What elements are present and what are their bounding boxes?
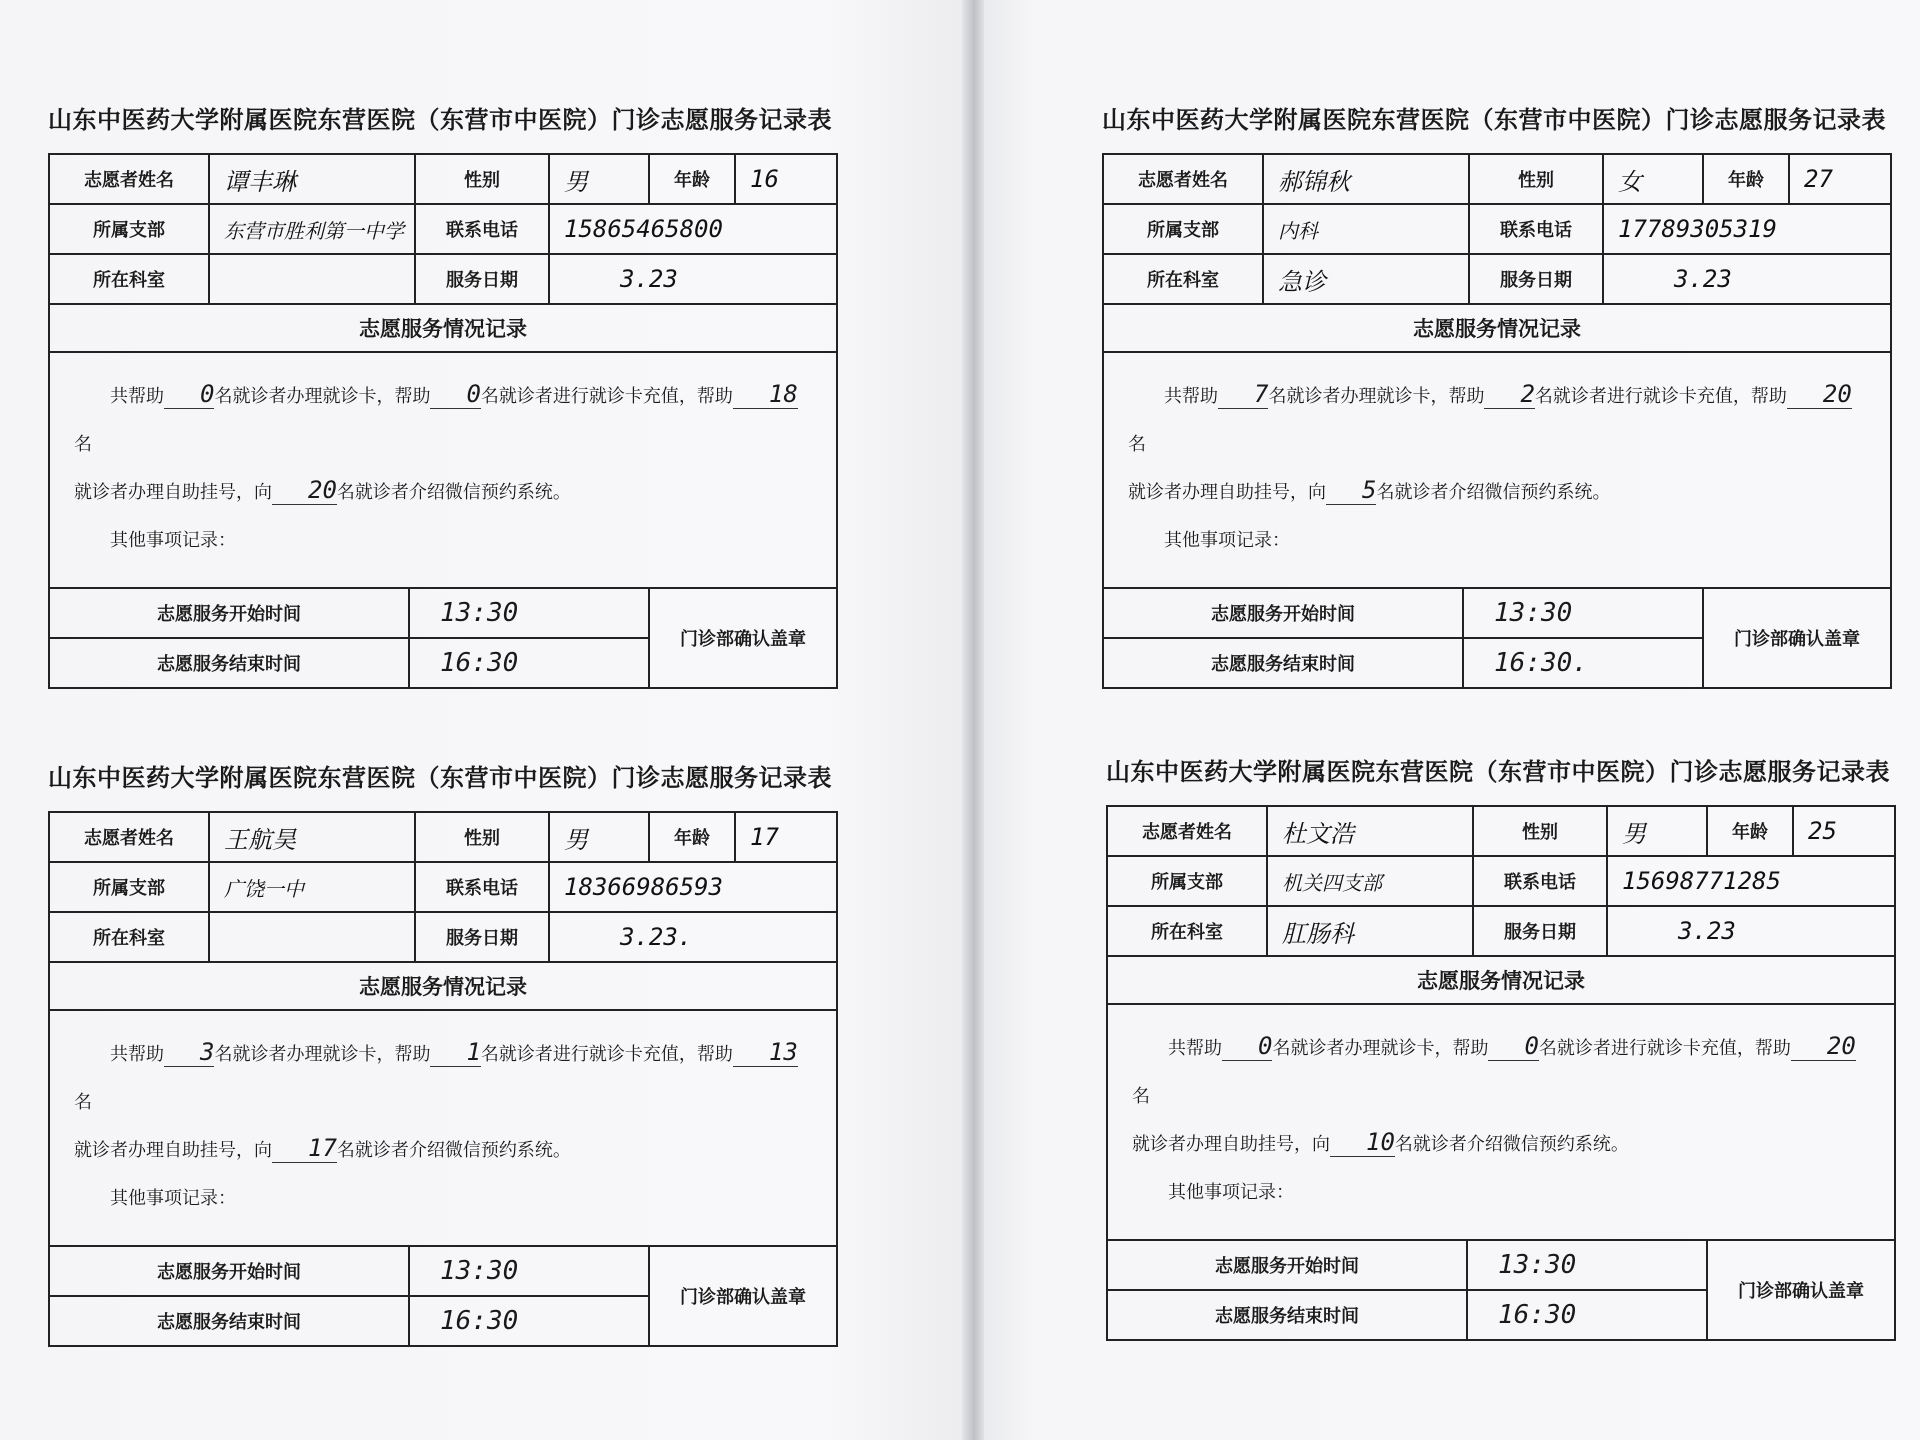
- row-name: [1104, 155, 1890, 205]
- field-branch[interactable]: 广饶一中: [210, 863, 416, 911]
- label-end-time: 志愿服务结束时间: [50, 1297, 410, 1345]
- label-date: 服务日期: [1474, 907, 1608, 955]
- start-time-row: [50, 1247, 648, 1297]
- field-branch[interactable]: 东营市胜利第一中学: [210, 205, 416, 253]
- count-self-register[interactable]: 20: [1787, 380, 1852, 409]
- text: 名就诊者介绍微信预约系统。: [336, 482, 571, 503]
- label-phone: 联系电话: [1470, 205, 1604, 253]
- text: 共帮助: [110, 1044, 164, 1065]
- count-card-recharge[interactable]: 2: [1484, 380, 1534, 409]
- form-table: [48, 153, 838, 689]
- text: 名就诊者介绍微信预约系统。: [1376, 482, 1611, 503]
- field-start-time[interactable]: 13:30: [1498, 1250, 1577, 1280]
- field-start-time[interactable]: 13:30: [1494, 598, 1573, 628]
- text: 就诊者办理自助挂号，向: [1132, 1134, 1330, 1155]
- row-name: [50, 813, 836, 863]
- count-self-register[interactable]: 13: [733, 1038, 798, 1067]
- field-start-time[interactable]: 13:30: [440, 598, 519, 628]
- other-notes-label: 其他事项记录：: [1164, 530, 1290, 551]
- count-wechat-intro[interactable]: 20: [272, 476, 337, 505]
- section-heading: 志愿服务情况记录: [50, 963, 836, 1011]
- text: 名就诊者介绍微信预约系统。: [1394, 1134, 1629, 1155]
- section-heading: 志愿服务情况记录: [1108, 957, 1894, 1005]
- label-gender: 性别: [416, 813, 550, 861]
- end-time-row: [50, 1297, 648, 1345]
- count-card-recharge[interactable]: 0: [430, 380, 480, 409]
- label-branch: 所属支部: [50, 863, 210, 911]
- text: 名: [74, 1092, 92, 1113]
- field-date[interactable]: 3.23.: [620, 923, 693, 951]
- section-heading: 志愿服务情况记录: [1104, 305, 1890, 353]
- row-dept: [1108, 907, 1894, 957]
- stamp-area: 门诊部确认盖章: [1738, 1281, 1864, 1302]
- label-dept: 所在科室: [50, 913, 210, 961]
- stamp-area: 门诊部确认盖章: [680, 1287, 806, 1308]
- field-age[interactable]: 25: [1808, 817, 1837, 845]
- text: 名就诊者进行就诊卡充值，帮助: [1538, 1038, 1791, 1059]
- form-title: 山东中医药大学附属医院东营医院（东营市中医院）门诊志愿服务记录表: [48, 105, 832, 134]
- count-card-issued[interactable]: 0: [164, 380, 214, 409]
- label-phone: 联系电话: [416, 205, 550, 253]
- volunteer-record-form: [48, 758, 838, 1347]
- field-branch[interactable]: 内科: [1264, 205, 1470, 253]
- row-branch: [50, 205, 836, 255]
- field-end-time[interactable]: 16:30.: [1494, 648, 1588, 678]
- text: 名就诊者介绍微信预约系统。: [336, 1140, 571, 1161]
- label-name: 志愿者姓名: [50, 155, 210, 203]
- label-end-time: 志愿服务结束时间: [50, 639, 410, 687]
- text: 共帮助: [1164, 386, 1218, 407]
- count-self-register[interactable]: 20: [1791, 1032, 1856, 1061]
- field-date[interactable]: 3.23: [1674, 265, 1732, 293]
- time-block: [1108, 1241, 1894, 1339]
- label-age: 年龄: [1708, 807, 1794, 855]
- label-date: 服务日期: [1470, 255, 1604, 303]
- label-start-time: 志愿服务开始时间: [1108, 1241, 1468, 1289]
- time-rows: [1104, 589, 1704, 687]
- end-time-row: [1108, 1291, 1706, 1339]
- row-name: [50, 155, 836, 205]
- volunteer-record-form: [1106, 752, 1896, 1341]
- row-dept: [50, 913, 836, 963]
- form-table: [48, 811, 838, 1347]
- field-name[interactable]: 郝锦秋: [1264, 155, 1470, 203]
- form-table: [1102, 153, 1892, 689]
- text: 名: [74, 434, 92, 455]
- form-table: [1106, 805, 1896, 1341]
- label-date: 服务日期: [416, 913, 550, 961]
- count-wechat-intro[interactable]: 10: [1330, 1128, 1395, 1157]
- field-dept[interactable]: 急诊: [1264, 255, 1470, 303]
- field-date[interactable]: 3.23: [620, 265, 678, 293]
- stamp-area: 门诊部确认盖章: [1734, 629, 1860, 650]
- row-dept: [1104, 255, 1890, 305]
- field-end-time[interactable]: 16:30: [440, 1306, 519, 1336]
- row-name: [1108, 807, 1894, 857]
- service-sentence: [1128, 373, 1866, 517]
- label-branch: 所属支部: [50, 205, 210, 253]
- form-title: 山东中医药大学附属医院东营医院（东营市中医院）门诊志愿服务记录表: [48, 763, 832, 792]
- label-branch: 所属支部: [1104, 205, 1264, 253]
- other-notes-label: 其他事项记录：: [110, 1188, 236, 1209]
- field-gender[interactable]: 男: [550, 155, 650, 203]
- book-gutter: [962, 0, 984, 1440]
- text: 共帮助: [110, 386, 164, 407]
- time-block: [50, 589, 836, 687]
- text: 就诊者办理自助挂号，向: [74, 1140, 272, 1161]
- time-rows: [1108, 1241, 1708, 1339]
- field-branch[interactable]: 机关四支部: [1268, 857, 1474, 905]
- text: 名就诊者进行就诊卡充值，帮助: [480, 1044, 733, 1065]
- service-record-body: [50, 1011, 836, 1247]
- time-block: [50, 1247, 836, 1345]
- service-record-body: [50, 353, 836, 589]
- stamp-area: 门诊部确认盖章: [680, 629, 806, 650]
- label-dept: 所在科室: [1108, 907, 1268, 955]
- service-sentence: [74, 1031, 812, 1175]
- label-phone: 联系电话: [416, 863, 550, 911]
- count-card-issued[interactable]: 7: [1218, 380, 1268, 409]
- label-age: 年龄: [650, 155, 736, 203]
- text: 名: [1132, 1086, 1150, 1107]
- row-branch: [1108, 857, 1894, 907]
- label-end-time: 志愿服务结束时间: [1104, 639, 1464, 687]
- start-time-row: [1108, 1241, 1706, 1291]
- label-age: 年龄: [1704, 155, 1790, 203]
- text: 名就诊者办理就诊卡，帮助: [214, 386, 431, 407]
- field-age[interactable]: 27: [1804, 165, 1833, 193]
- service-sentence: [1132, 1025, 1870, 1169]
- time-block: [1104, 589, 1890, 687]
- label-dept: 所在科室: [1104, 255, 1264, 303]
- text: 就诊者办理自助挂号，向: [1128, 482, 1326, 503]
- label-gender: 性别: [1470, 155, 1604, 203]
- count-card-recharge[interactable]: 0: [1488, 1032, 1538, 1061]
- field-dept[interactable]: [210, 255, 416, 303]
- row-dept: [50, 255, 836, 305]
- label-name: 志愿者姓名: [1108, 807, 1268, 855]
- field-age[interactable]: 17: [750, 823, 779, 851]
- volunteer-record-form: [1102, 100, 1892, 689]
- text: 共帮助: [1168, 1038, 1222, 1059]
- field-gender[interactable]: 女: [1604, 155, 1704, 203]
- field-name[interactable]: 谭丰琳: [210, 155, 416, 203]
- label-name: 志愿者姓名: [1104, 155, 1264, 203]
- label-name: 志愿者姓名: [50, 813, 210, 861]
- label-gender: 性别: [1474, 807, 1608, 855]
- text: 名: [1128, 434, 1146, 455]
- field-phone[interactable]: 18366986593: [564, 873, 723, 901]
- text: 名就诊者办理就诊卡，帮助: [214, 1044, 431, 1065]
- form-title: 山东中医药大学附属医院东营医院（东营市中医院）门诊志愿服务记录表: [1106, 757, 1890, 786]
- row-branch: [50, 863, 836, 913]
- label-start-time: 志愿服务开始时间: [1104, 589, 1464, 637]
- label-start-time: 志愿服务开始时间: [50, 589, 410, 637]
- field-end-time[interactable]: 16:30: [1498, 1300, 1577, 1330]
- end-time-row: [50, 639, 648, 687]
- text: 就诊者办理自助挂号，向: [74, 482, 272, 503]
- start-time-row: [1104, 589, 1702, 639]
- field-phone[interactable]: 15698771285: [1622, 867, 1781, 895]
- label-dept: 所在科室: [50, 255, 210, 303]
- start-time-row: [50, 589, 648, 639]
- field-name[interactable]: 杜文浩: [1268, 807, 1474, 855]
- other-notes-label: 其他事项记录：: [110, 530, 236, 551]
- field-end-time[interactable]: 16:30: [440, 648, 519, 678]
- count-card-issued[interactable]: 0: [1222, 1032, 1272, 1061]
- form-title: 山东中医药大学附属医院东营医院（东营市中医院）门诊志愿服务记录表: [1102, 105, 1886, 134]
- field-gender[interactable]: 男: [1608, 807, 1708, 855]
- time-rows: [50, 589, 650, 687]
- text: 名就诊者办理就诊卡，帮助: [1272, 1038, 1489, 1059]
- field-name[interactable]: 王航昊: [210, 813, 416, 861]
- label-age: 年龄: [650, 813, 736, 861]
- field-phone[interactable]: 15865465800: [564, 215, 723, 243]
- other-notes-label: 其他事项记录：: [1168, 1182, 1294, 1203]
- field-start-time[interactable]: 13:30: [440, 1256, 519, 1286]
- volunteer-record-form: [48, 100, 838, 689]
- count-card-recharge[interactable]: 1: [430, 1038, 480, 1067]
- count-self-register[interactable]: 18: [733, 380, 798, 409]
- text: 名就诊者办理就诊卡，帮助: [1268, 386, 1485, 407]
- count-wechat-intro[interactable]: 5: [1326, 476, 1376, 505]
- field-date[interactable]: 3.23: [1678, 917, 1736, 945]
- field-dept[interactable]: 肛肠科: [1268, 907, 1474, 955]
- section-heading: 志愿服务情况记录: [50, 305, 836, 353]
- text: 名就诊者进行就诊卡充值，帮助: [480, 386, 733, 407]
- label-start-time: 志愿服务开始时间: [50, 1247, 410, 1295]
- end-time-row: [1104, 639, 1702, 687]
- service-record-body: [1108, 1005, 1894, 1241]
- service-record-body: [1104, 353, 1890, 589]
- count-wechat-intro[interactable]: 17: [272, 1134, 337, 1163]
- row-branch: [1104, 205, 1890, 255]
- field-age[interactable]: 16: [750, 165, 779, 193]
- field-phone[interactable]: 17789305319: [1618, 215, 1777, 243]
- time-rows: [50, 1247, 650, 1345]
- count-card-issued[interactable]: 3: [164, 1038, 214, 1067]
- field-gender[interactable]: 男: [550, 813, 650, 861]
- label-end-time: 志愿服务结束时间: [1108, 1291, 1468, 1339]
- label-gender: 性别: [416, 155, 550, 203]
- label-date: 服务日期: [416, 255, 550, 303]
- label-branch: 所属支部: [1108, 857, 1268, 905]
- service-sentence: [74, 373, 812, 517]
- field-dept[interactable]: [210, 913, 416, 961]
- text: 名就诊者进行就诊卡充值，帮助: [1534, 386, 1787, 407]
- label-phone: 联系电话: [1474, 857, 1608, 905]
